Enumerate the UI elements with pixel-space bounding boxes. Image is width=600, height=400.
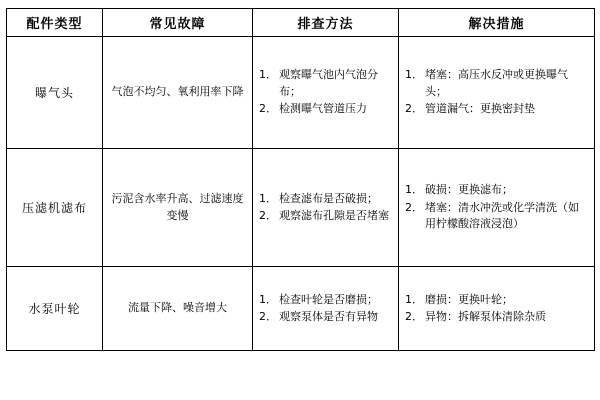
list-item: 1． 检查滤布是否破损； [259, 191, 392, 208]
list-item: 1． 磨损：更换叶轮； [405, 292, 588, 309]
list-number: 2． [259, 209, 277, 222]
table-row [7, 149, 595, 267]
cell-solution [399, 37, 595, 149]
list-item: 2． 异物：拆解泵体清除杂质 [405, 309, 588, 326]
column-header-inspection-method: 排查方法 [253, 9, 399, 37]
list-number: 1． [259, 191, 277, 205]
list-item: 2． 检测曝气管道压力 [259, 101, 392, 118]
table-row [7, 37, 595, 149]
cell-solution [399, 267, 595, 351]
list-item: 1． 堵塞：高压水反冲或更换曝气头； [405, 68, 568, 98]
list-item: 2． 观察泵体是否有异物 [259, 309, 392, 326]
list-number: 1． [405, 183, 423, 197]
list-number: 1． [405, 292, 423, 306]
list-number: 2． [405, 102, 423, 116]
list-number: 1． [259, 68, 277, 82]
list-item: 1． 观察曝气池内气泡分布； [259, 68, 378, 98]
list-item: 2． 观察滤布孔隙是否堵塞 [259, 208, 392, 225]
column-header-common-fault: 常见故障 [103, 9, 253, 37]
cell-common-fault: 流量下降、噪音增大 [103, 267, 253, 351]
fault-troubleshooting-table [6, 8, 595, 351]
cell-solution [399, 149, 595, 267]
cell-component-type: 曝气头 [7, 37, 103, 149]
list-item: 1． 检查叶轮是否磨损； [259, 292, 392, 309]
list-item: 2． 管道漏气：更换密封垫 [405, 101, 588, 118]
list-number: 1． [405, 68, 423, 82]
column-header-solution: 解决措施 [399, 9, 595, 37]
list-number: 2． [259, 102, 277, 116]
cell-component-type: 水泵叶轮 [7, 267, 103, 351]
cell-inspection-method [253, 37, 399, 149]
list-number: 1． [259, 292, 277, 306]
list-item: 1． 破损：更换滤布； [405, 182, 588, 199]
list-item: 2． 堵塞：清水冲洗或化学清洗（如用柠檬酸溶液浸泡） [405, 200, 579, 231]
table-header-row [7, 9, 595, 37]
cell-common-fault: 气泡不均匀、氧利用率下降 [103, 37, 253, 149]
list-number: 2． [405, 200, 423, 214]
cell-component-type: 压滤机滤布 [7, 149, 103, 267]
cell-inspection-method [253, 149, 399, 267]
list-number: 2． [405, 310, 423, 323]
cell-common-fault: 污泥含水率升高、过滤速度变慢 [103, 149, 253, 267]
column-header-component-type: 配件类型 [7, 9, 103, 37]
table-row [7, 267, 595, 351]
list-number: 2． [259, 310, 277, 323]
cell-inspection-method [253, 267, 399, 351]
